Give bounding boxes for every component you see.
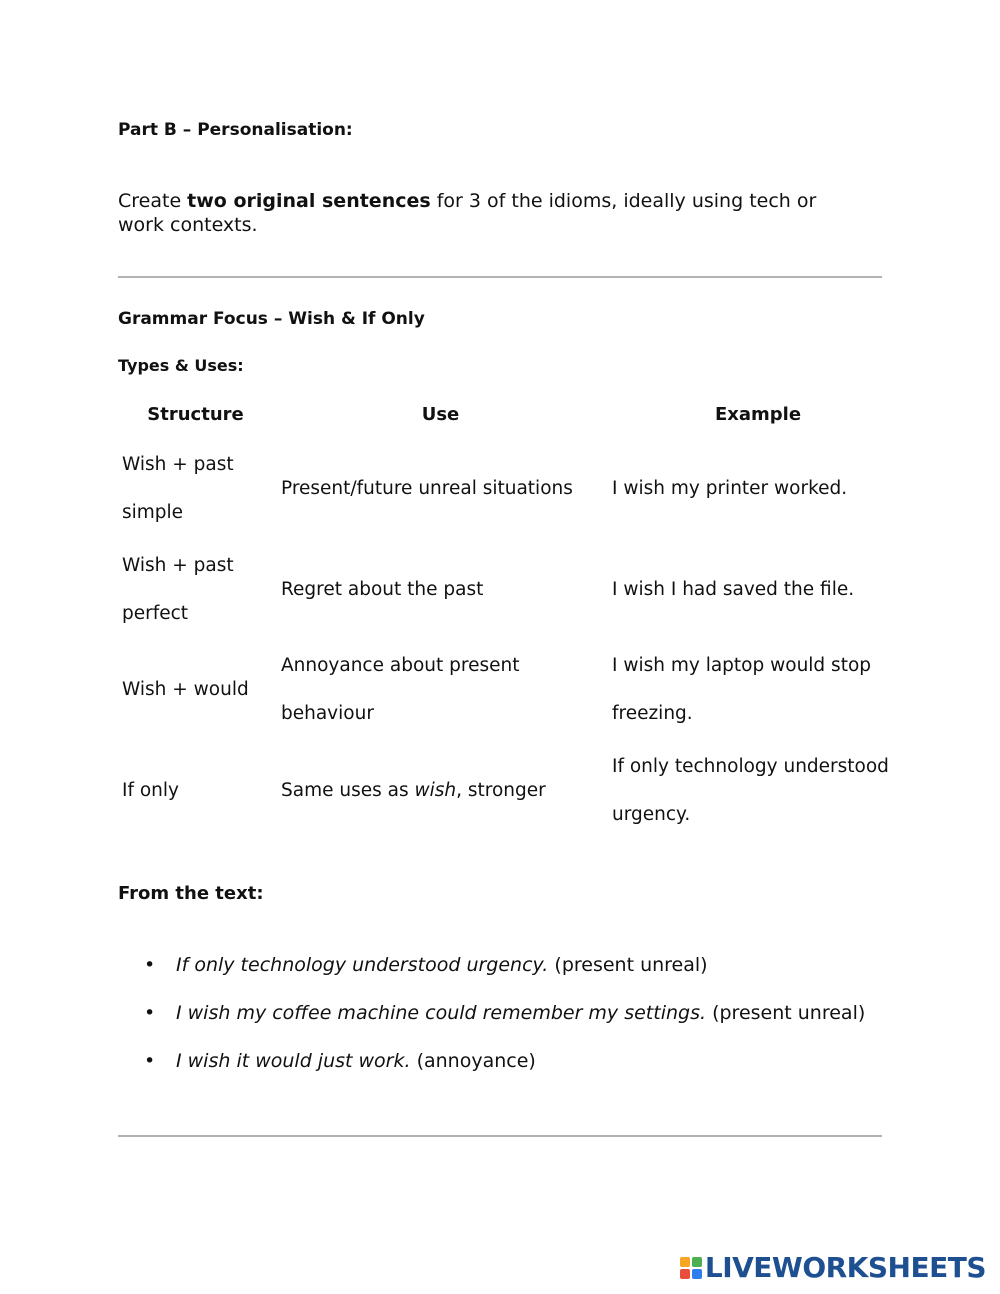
instruction-text (118, 189, 858, 237)
logo-mark-icon (680, 1257, 702, 1279)
example-note: (present unreal) (554, 954, 708, 976)
cell-example: I wish my laptop would stop freezing. (612, 655, 872, 724)
cell-use: Present/future unreal situations (281, 478, 573, 499)
from-text-heading: From the text: (118, 883, 264, 904)
cell-example: If only technology understood urgency. (612, 756, 889, 825)
examples-list (118, 944, 865, 1088)
header-example: Example (714, 403, 802, 425)
cell-structure: If only (122, 780, 179, 801)
cell-use: Annoyance about present behaviour (281, 655, 520, 724)
list-item (118, 992, 865, 1040)
cell-structure: Wish + past simple (122, 454, 234, 523)
cell-use-prefix: Same uses as (281, 780, 415, 801)
list-item (118, 1040, 865, 1088)
grammar-focus-heading: Grammar Focus – Wish & If Only (118, 309, 425, 329)
divider-bottom (118, 1135, 882, 1137)
part-b-heading: Part B – Personalisation: (118, 120, 353, 140)
cell-example: I wish my printer worked. (612, 478, 848, 499)
cell-structure: Wish + would (122, 679, 249, 700)
grammar-table (116, 392, 910, 840)
divider-top (118, 276, 882, 278)
example-note: (present unreal) (712, 1002, 866, 1024)
header-structure: Structure (147, 403, 244, 425)
table-row (116, 436, 910, 542)
list-item (118, 944, 865, 992)
bullet-icon: • (144, 1050, 156, 1072)
table-row (116, 742, 910, 840)
types-uses-heading: Types & Uses: (118, 356, 244, 375)
example-italic: I wish my coffee machine could remember my settings. (176, 1002, 707, 1024)
instruction-bold: two original sentences (187, 190, 431, 212)
bullet-icon: • (144, 954, 156, 976)
cell-example: I wish I had saved the file. (612, 579, 855, 600)
liveworksheets-logo[interactable] (680, 1251, 986, 1284)
cell-use-suffix: , stronger (456, 780, 546, 801)
example-italic: If only technology understood urgency. (176, 954, 549, 976)
cell-use-italic: wish (414, 780, 457, 801)
bullet-icon: • (144, 1002, 156, 1024)
table-header-row (116, 392, 910, 436)
cell-use (275, 742, 606, 840)
table-row (116, 542, 910, 638)
instruction-suffix: for 3 of the idioms, ideally using tech or work contexts. (118, 190, 817, 236)
header-use: Use (421, 403, 460, 425)
example-italic: I wish it would just work. (176, 1050, 411, 1072)
table-row (116, 638, 910, 742)
cell-use: Regret about the past (281, 579, 484, 600)
example-note: (annoyance) (416, 1050, 536, 1072)
instruction-prefix: Create (118, 190, 188, 212)
logo-text: LIVEWORKSHEETS (704, 1251, 986, 1284)
cell-structure: Wish + past perfect (122, 555, 234, 624)
